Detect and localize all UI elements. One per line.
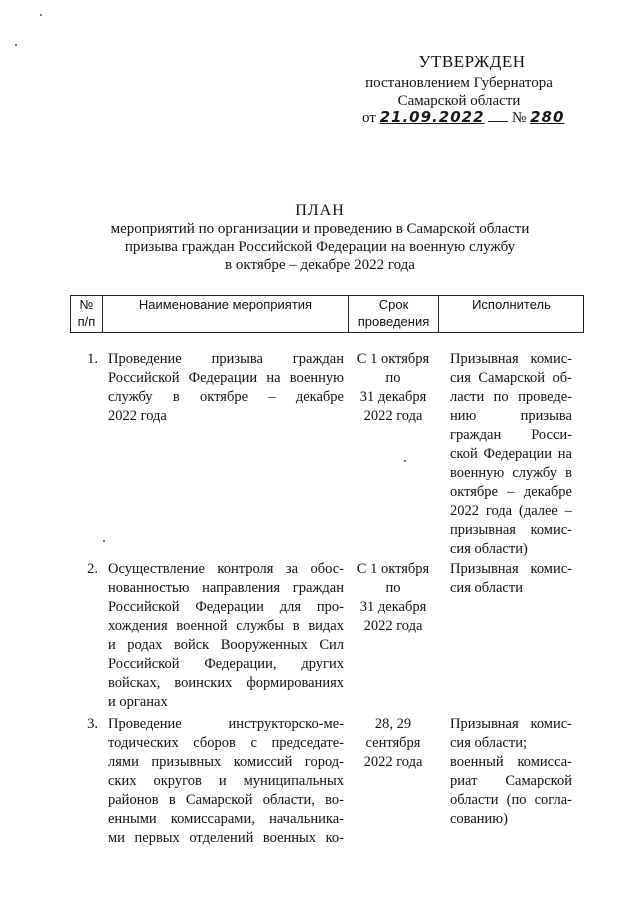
scan-speck bbox=[404, 460, 406, 462]
row-name-line: службу в октябре – декабре bbox=[108, 389, 344, 405]
header-num-top: № bbox=[79, 297, 94, 312]
plan-heading: ПЛАН bbox=[295, 202, 345, 219]
row-name bbox=[108, 560, 344, 712]
row-executor-line: риат Самарской bbox=[450, 773, 572, 789]
from-label: от bbox=[362, 110, 376, 126]
row-term-line: С 1 октября bbox=[356, 351, 430, 367]
row-executor-line: граждан Росси- bbox=[450, 427, 572, 443]
row-executor-line: Призывная комис- bbox=[450, 561, 572, 577]
row-executor-line: сия Самарской об- bbox=[450, 370, 572, 386]
header-name bbox=[103, 296, 349, 332]
row-executor-line: сия области; bbox=[450, 735, 527, 751]
handwritten-number: 280 bbox=[530, 108, 565, 126]
row-name-line: нованностью направления граждан bbox=[108, 580, 344, 596]
row-name-line: Российской Федерации на военную bbox=[108, 370, 344, 386]
row-name bbox=[108, 350, 344, 426]
row-executor-line: военную службу в bbox=[450, 465, 572, 481]
row-executor-line: ской Федерации на bbox=[450, 446, 572, 462]
row-executor-line: октябре – декабре bbox=[450, 484, 572, 500]
header-executor-label: Исполнитель bbox=[472, 297, 551, 312]
plan-title-line-1: мероприятий по организации и проведению в Самарской области bbox=[110, 221, 530, 237]
row-term-line: по bbox=[385, 370, 401, 386]
row-name-line: Российской Федерации для про- bbox=[108, 599, 344, 615]
row-executor bbox=[450, 715, 572, 829]
row-executor-line: 2022 года (далее – bbox=[450, 503, 572, 519]
scan-speck bbox=[103, 540, 105, 542]
row-name-line: 2022 года bbox=[108, 408, 167, 424]
approval-line-1: постановлением Губернатора bbox=[365, 75, 553, 91]
header-term-top: Срок bbox=[378, 297, 409, 312]
row-executor-line: сованию) bbox=[450, 811, 508, 827]
header-term bbox=[349, 296, 439, 332]
row-term-line: 31 декабря bbox=[359, 599, 427, 615]
row-term-line: 2022 года bbox=[363, 618, 423, 634]
date-underline bbox=[488, 121, 508, 122]
row-term-line: 28, 29 bbox=[374, 716, 412, 732]
approval-status: УТВЕРЖДЕН bbox=[418, 52, 526, 71]
row-name-line: енными комиссарами, начальника- bbox=[108, 811, 344, 827]
row-executor-line: нию призыва bbox=[450, 408, 572, 424]
row-term-line: по bbox=[385, 580, 401, 596]
row-name-line: районов в Самарской области, во- bbox=[108, 792, 344, 808]
header-num bbox=[71, 296, 103, 332]
row-executor-line: области (по согла- bbox=[450, 792, 572, 808]
row-name-line: Проведение инструкторско-ме- bbox=[108, 716, 344, 732]
table-header bbox=[70, 295, 584, 333]
approval-line-2: Самарской области bbox=[397, 93, 521, 109]
row-executor-line: сия области) bbox=[450, 541, 528, 557]
row-name-line: Осуществление контроля за обос- bbox=[108, 561, 344, 577]
approval-block bbox=[0, 0, 640, 140]
row-name bbox=[108, 715, 344, 848]
row-term bbox=[352, 560, 434, 636]
row-executor-line: призывная комис- bbox=[450, 522, 572, 538]
header-name-label: Наименование мероприятия bbox=[138, 297, 313, 312]
row-name-line: Проведение призыва граждан bbox=[108, 351, 344, 367]
row-name-line: тодических сборов с председате- bbox=[108, 735, 344, 751]
row-term bbox=[352, 350, 434, 426]
plan-title-line-3: в октябре – декабре 2022 года bbox=[225, 257, 415, 273]
row-executor-line: ласти по проведе- bbox=[450, 389, 572, 405]
row-name-line: лями призывных комиссий город- bbox=[108, 754, 344, 770]
row-executor-line: Призывная комис- bbox=[450, 716, 572, 732]
row-executor-line: военный комисса- bbox=[450, 754, 572, 770]
row-number: 1. bbox=[87, 351, 98, 367]
header-num-bottom: п/п bbox=[77, 314, 96, 329]
row-term-line: сентября bbox=[365, 735, 421, 751]
row-number: 3. bbox=[87, 716, 98, 732]
row-name-line: ских округов и муниципальных bbox=[108, 773, 344, 789]
header-executor bbox=[439, 296, 584, 332]
row-name-line: Российской Федерации, других bbox=[108, 656, 344, 672]
row-name-line: ми первых отделений военных ко- bbox=[108, 830, 344, 846]
plan-title-line-2: призыва граждан Российской Федерации на военную службу bbox=[124, 239, 516, 255]
row-name-line: хождения военной службы в видах bbox=[108, 618, 344, 634]
number-label: № bbox=[512, 110, 527, 126]
row-term-line: С 1 октября bbox=[356, 561, 430, 577]
row-executor bbox=[450, 560, 572, 598]
row-term-line: 2022 года bbox=[363, 754, 423, 770]
row-term bbox=[352, 715, 434, 772]
handwritten-date: 21.09.2022 bbox=[379, 108, 485, 126]
row-name-line: и родах войск Вооруженных Сил bbox=[108, 637, 344, 653]
row-executor-line: сия области bbox=[450, 580, 523, 596]
row-executor-line: Призывная комис- bbox=[450, 351, 572, 367]
row-name-line: войсках, воинских формированиях bbox=[108, 675, 344, 691]
row-executor bbox=[450, 350, 572, 559]
row-term-line: 31 декабря bbox=[359, 389, 427, 405]
row-term-line: 2022 года bbox=[363, 408, 423, 424]
approval-date-number bbox=[362, 108, 564, 127]
row-name-line: и органах bbox=[108, 694, 168, 710]
row-number: 2. bbox=[87, 561, 98, 577]
header-term-bottom: проведения bbox=[357, 314, 430, 329]
